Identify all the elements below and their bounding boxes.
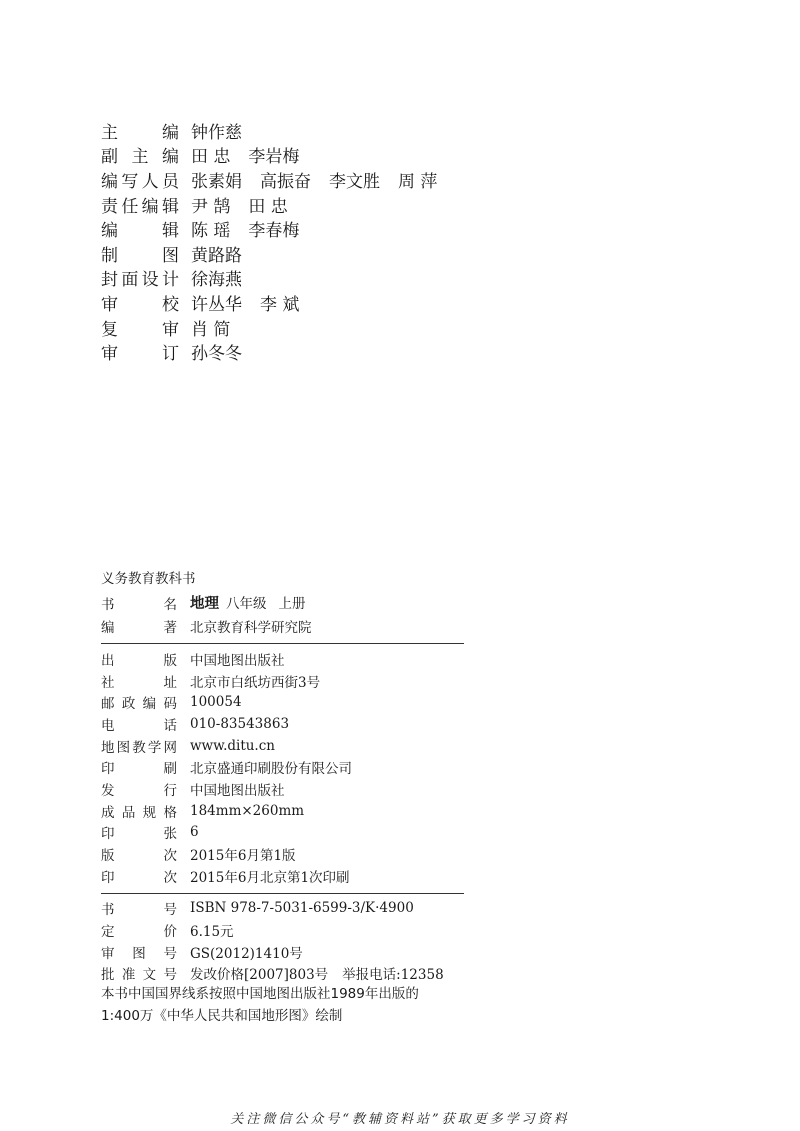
info-row (101, 865, 466, 887)
credit-row (101, 339, 455, 364)
info-label: 邮 政 编 码 (101, 696, 177, 713)
info-value: 中国地图出版社 (190, 782, 285, 799)
credit-name: 李春梅 (248, 221, 300, 242)
credit-name: 孙冬冬 (191, 344, 242, 365)
credit-row (101, 241, 455, 266)
info-value: 184mm×260mm (190, 802, 305, 819)
credit-label: 编 辑 (101, 221, 179, 242)
credit-name: 黄路路 (191, 245, 242, 266)
credit-names (191, 339, 260, 364)
author-label: 编 著 (101, 619, 177, 636)
credit-row (101, 167, 455, 192)
credit-label: 主 编 (101, 122, 179, 143)
info-label: 审 图 号 (101, 945, 177, 962)
footer-watermark: 关注微信公众号“教辅资料站”获取更多学习资料 (230, 1112, 570, 1127)
book-title-value (190, 592, 306, 613)
credit-names (191, 192, 306, 217)
credit-name: 陈 瑶 (191, 221, 231, 242)
info-row (101, 735, 466, 757)
info-label: 印 刷 (101, 761, 177, 778)
info-row (101, 898, 466, 920)
info-row (101, 756, 466, 778)
credit-name: 李岩梅 (248, 147, 300, 168)
credit-name: 钟作慈 (191, 122, 242, 143)
credit-label: 封 面 设 计 (101, 270, 179, 291)
credit-name: 周 萍 (398, 171, 438, 192)
info-row (101, 800, 466, 822)
info-label: 地 图 教 学 网 (101, 739, 177, 756)
info-value: 北京市白纸坊西街3号 (190, 674, 321, 691)
info-value: 100054 (190, 694, 242, 711)
credit-names (191, 315, 248, 340)
colophon-block (101, 568, 466, 1028)
info-row (101, 648, 466, 670)
credit-row (101, 216, 455, 241)
info-value: 中国地图出版社 (190, 652, 285, 669)
info-value: 6.15元 (190, 924, 234, 941)
credit-name: 李 斌 (260, 294, 300, 315)
info-label: 成 品 规 格 (101, 804, 177, 821)
credit-row (101, 143, 455, 168)
credit-name: 尹 鹄 (191, 196, 231, 217)
info-label: 印 张 (101, 826, 177, 843)
credit-label: 制 图 (101, 245, 179, 266)
info-row (101, 670, 466, 692)
info-label: 定 价 (101, 924, 177, 941)
info-label: 发 行 (101, 782, 177, 799)
credits-block (101, 118, 455, 364)
credit-names (191, 265, 260, 290)
credit-row (101, 192, 455, 217)
credit-names (191, 167, 455, 192)
book-title-row (101, 591, 466, 614)
credit-name: 田 忠 (191, 147, 231, 168)
series-title: 义务教育教科书 (101, 571, 196, 587)
book-grade: 八年级 (226, 596, 267, 612)
credit-label: 复 审 (101, 319, 179, 340)
credit-label: 编 写 人 员 (101, 171, 179, 192)
info-value: ISBN 978-7-5031-6599-3/K·4900 (190, 900, 414, 917)
info-value: GS(2012)1410号 (190, 945, 303, 962)
info-label: 版 次 (101, 848, 177, 865)
credit-row (101, 290, 455, 315)
credit-name: 田 忠 (248, 196, 288, 217)
credit-label: 审 校 (101, 294, 179, 315)
book-title: 地理 (190, 596, 219, 612)
approval-row (101, 963, 466, 985)
author-value: 北京教育科学研究院 (190, 619, 312, 636)
info-value: www.ditu.cn (190, 737, 275, 754)
credit-name: 李文胜 (329, 171, 380, 192)
credit-names (191, 290, 317, 315)
info-value: 6 (190, 824, 199, 841)
hotline: 举报电话:12358 (342, 967, 444, 984)
divider (101, 893, 464, 894)
info-row (101, 778, 466, 800)
info-label: 书 号 (101, 902, 177, 919)
book-volume: 上册 (278, 596, 306, 612)
credit-name: 肖 简 (191, 319, 231, 340)
credit-name: 徐海燕 (191, 270, 242, 291)
info-label: 电 话 (101, 717, 177, 734)
credit-names (191, 241, 260, 266)
credit-row (101, 315, 455, 340)
divider (101, 643, 464, 644)
approval-label: 批 准 文 号 (101, 967, 177, 984)
credit-names (191, 142, 317, 167)
info-row (101, 713, 466, 735)
info-row (101, 919, 466, 941)
credit-label: 责 任 编 辑 (101, 196, 179, 217)
credit-label: 审 订 (101, 344, 179, 365)
info-value: 2015年6月第1版 (190, 848, 296, 865)
info-label: 印 次 (101, 869, 177, 886)
approval-number: 发改价格[2007]803号 (190, 967, 329, 984)
credit-names (191, 118, 260, 143)
credit-row (101, 118, 455, 143)
info-value: 010-83543863 (190, 715, 290, 732)
book-title-label: 书 名 (101, 596, 177, 613)
info-value: 北京盛通印刷股份有限公司 (190, 761, 352, 778)
author-row (101, 614, 466, 637)
info-row (101, 843, 466, 865)
map-note-line: 本书中国国界线系按照中国地图出版社1989年出版的 (101, 986, 419, 1003)
credit-name: 许丛华 (191, 294, 242, 315)
info-row (101, 822, 466, 844)
credit-row (101, 266, 455, 291)
info-row (101, 941, 466, 963)
info-row (101, 691, 466, 713)
credit-names (191, 216, 317, 241)
info-value: 2015年6月北京第1次印刷 (190, 869, 350, 886)
map-note-line: 1:400万《中华人民共和国地形图》绘制 (101, 1008, 343, 1024)
credit-name: 张素娟 (191, 171, 242, 192)
info-label: 出 版 (101, 652, 177, 669)
credit-name: 高振奋 (260, 171, 311, 192)
credit-label: 副 主 编 (101, 147, 179, 168)
approval-value (190, 963, 444, 983)
info-label: 社 址 (101, 674, 177, 691)
